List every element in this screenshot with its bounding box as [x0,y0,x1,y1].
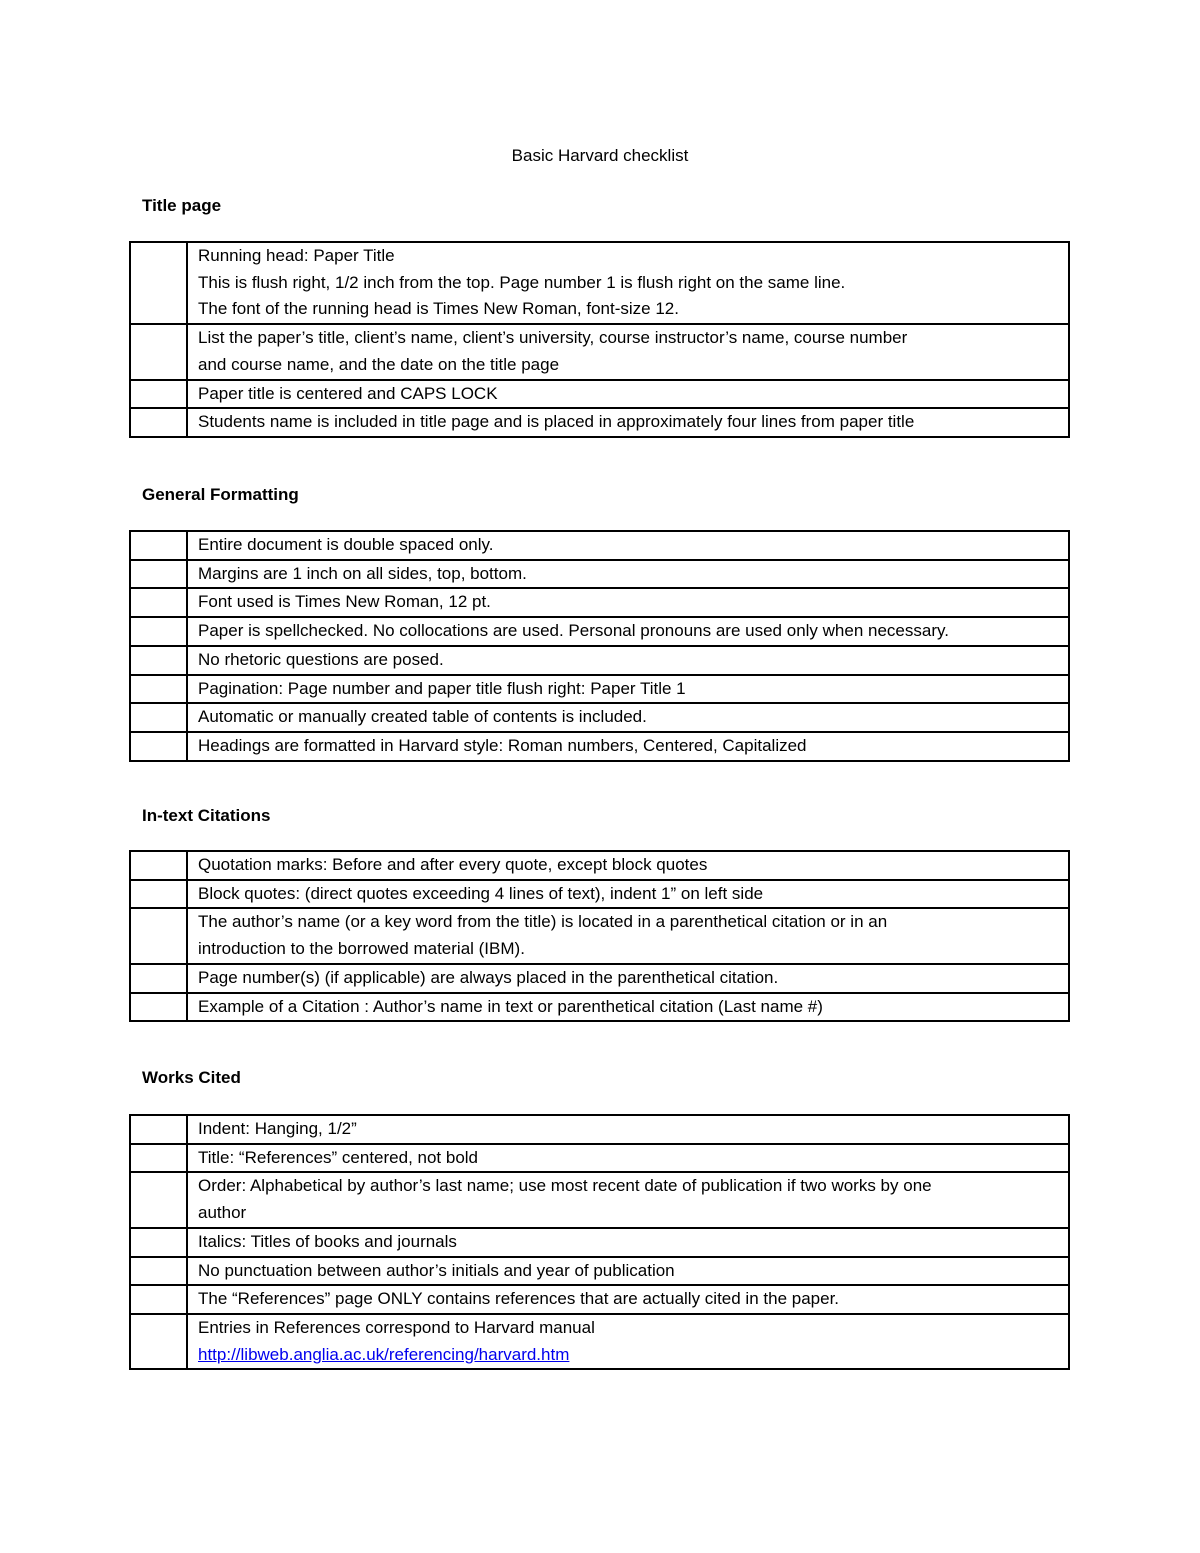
item-text: Margins are 1 inch on all sides, top, bottom. [198,563,527,583]
item-text: Title: “References” centered, not bold [198,1147,479,1167]
table-row [130,560,1069,589]
item-cell [187,408,1069,437]
item-text: introduction to the borrowed material (IBM). [198,939,525,959]
item-cell [187,1172,1069,1227]
general-formatting-checklist [129,530,1070,762]
item-text: Example of a Citation : Author’s name in text or parenthetical citation (Last name #) [198,996,823,1016]
item-cell [187,588,1069,617]
check-cell[interactable] [130,242,187,324]
check-cell[interactable] [130,964,187,993]
check-cell[interactable] [130,588,187,617]
item-cell [187,993,1069,1022]
table-row [130,1257,1069,1286]
check-cell[interactable] [130,1144,187,1173]
item-cell [187,732,1069,761]
item-cell [187,703,1069,732]
section-heading-title-page: Title page [142,196,222,215]
item-text: No rhetoric questions are posed. [198,649,444,669]
check-cell[interactable] [130,1257,187,1286]
item-cell [187,560,1069,589]
item-text: Paper title is centered and CAPS LOCK [198,383,498,403]
table-row [130,617,1069,646]
check-cell[interactable] [130,993,187,1022]
item-cell [187,964,1069,993]
item-text: Paper is spellchecked. No collocations are used. Personal pronouns are used only when necessary. [198,621,949,641]
check-cell[interactable] [130,732,187,761]
check-cell[interactable] [130,617,187,646]
item-cell [187,880,1069,909]
check-cell[interactable] [130,1285,187,1314]
table-row [130,908,1069,963]
harvard-manual-link-row [198,1342,1062,1369]
item-text: Font used is Times New Roman, 12 pt. [198,592,491,612]
item-text: Order: Alphabetical by author’s last name; use most recent date of publication if two works by one [198,1176,932,1196]
check-cell[interactable] [130,324,187,379]
table-row [130,1172,1069,1227]
item-cell [187,380,1069,409]
check-cell[interactable] [130,560,187,589]
table-row [130,242,1069,324]
item-text: Students name is included in title page and is placed in approximately four lines from paper title [198,412,915,432]
item-cell [187,531,1069,560]
section-heading-general-formatting: General Formatting [142,485,299,504]
section-heading-works-cited: Works Cited [142,1068,241,1087]
check-cell[interactable] [130,380,187,409]
table-row [130,531,1069,560]
item-text: This is flush right, 1/2 inch from the top. Page number 1 is flush right on the same line. [198,272,846,292]
item-cell [187,242,1069,324]
item-text: author [198,1203,247,1223]
item-text: Italics: Titles of books and journals [198,1231,457,1251]
item-cell [187,1228,1069,1257]
item-text: Entire document is double spaced only. [198,535,494,554]
item-text: No punctuation between author’s initials and year of publication [198,1260,675,1280]
document-title: Basic Harvard checklist [511,146,689,165]
table-row [130,646,1069,675]
item-text: Automatic or manually created table of contents is included. [198,707,647,727]
table-row [130,1228,1069,1257]
table-row [130,1144,1069,1173]
item-cell [187,646,1069,675]
title-page-checklist [129,241,1070,438]
check-cell[interactable] [130,408,187,437]
table-row [130,703,1069,732]
table-row [130,732,1069,761]
item-text: Headings are formatted in Harvard style: Roman numbers, Centered, Capitalized [198,735,807,755]
item-cell [187,1144,1069,1173]
table-row [130,964,1069,993]
table-row [130,324,1069,379]
item-text: Block quotes: (direct quotes exceeding 4 lines of text), indent 1” on left side [198,883,764,903]
item-cell [187,1314,1069,1369]
item-text: Page number(s) (if applicable) are always placed in the parenthetical citation. [198,967,779,987]
item-text: The “References” page ONLY contains references that are actually cited in the paper. [198,1289,840,1309]
item-text: Pagination: Page number and paper title flush right: Paper Title 1 [198,678,686,698]
check-cell[interactable] [130,851,187,880]
table-row [130,1285,1069,1314]
item-text: and course name, and the date on the title page [198,354,560,374]
table-row [130,588,1069,617]
item-text: The author’s name (or a key word from the title) is located in a parenthetical citation or in an [198,912,888,932]
item-text: Quotation marks: Before and after every quote, except block quotes [198,855,708,874]
check-cell[interactable] [130,646,187,675]
check-cell[interactable] [130,880,187,909]
item-cell [187,851,1069,880]
check-cell[interactable] [130,703,187,732]
section-heading-in-text-citations: In-text Citations [142,806,271,825]
check-cell[interactable] [130,908,187,963]
check-cell[interactable] [130,1115,187,1144]
item-cell [187,1115,1069,1144]
in-text-citations-checklist [129,850,1070,1022]
table-row [130,380,1069,409]
table-row [130,851,1069,880]
table-row [130,675,1069,704]
item-text: The font of the running head is Times New Roman, font-size 12. [198,299,679,319]
table-row [130,880,1069,909]
item-cell [187,908,1069,963]
table-row [130,993,1069,1022]
item-cell [187,1257,1069,1286]
harvard-manual-link[interactable]: http://libweb.anglia.ac.uk/referencing/harvard.htm [198,1344,570,1364]
item-cell [187,324,1069,379]
works-cited-checklist [129,1114,1070,1370]
check-cell[interactable] [130,1172,187,1227]
item-cell [187,675,1069,704]
table-row [130,1314,1069,1369]
item-cell [187,617,1069,646]
check-cell[interactable] [130,1228,187,1257]
check-cell[interactable] [130,531,187,560]
table-row [130,408,1069,437]
item-cell [187,1285,1069,1314]
item-text: Running head: Paper Title [198,246,395,265]
item-text: Entries in References correspond to Harvard manual [198,1317,595,1337]
check-cell[interactable] [130,675,187,704]
table-row [130,1115,1069,1144]
check-cell[interactable] [130,1314,187,1369]
item-text: List the paper’s title, client’s name, client’s university, course instructor’s name, course number [198,328,908,348]
item-text: Indent: Hanging, 1/2” [198,1119,357,1138]
